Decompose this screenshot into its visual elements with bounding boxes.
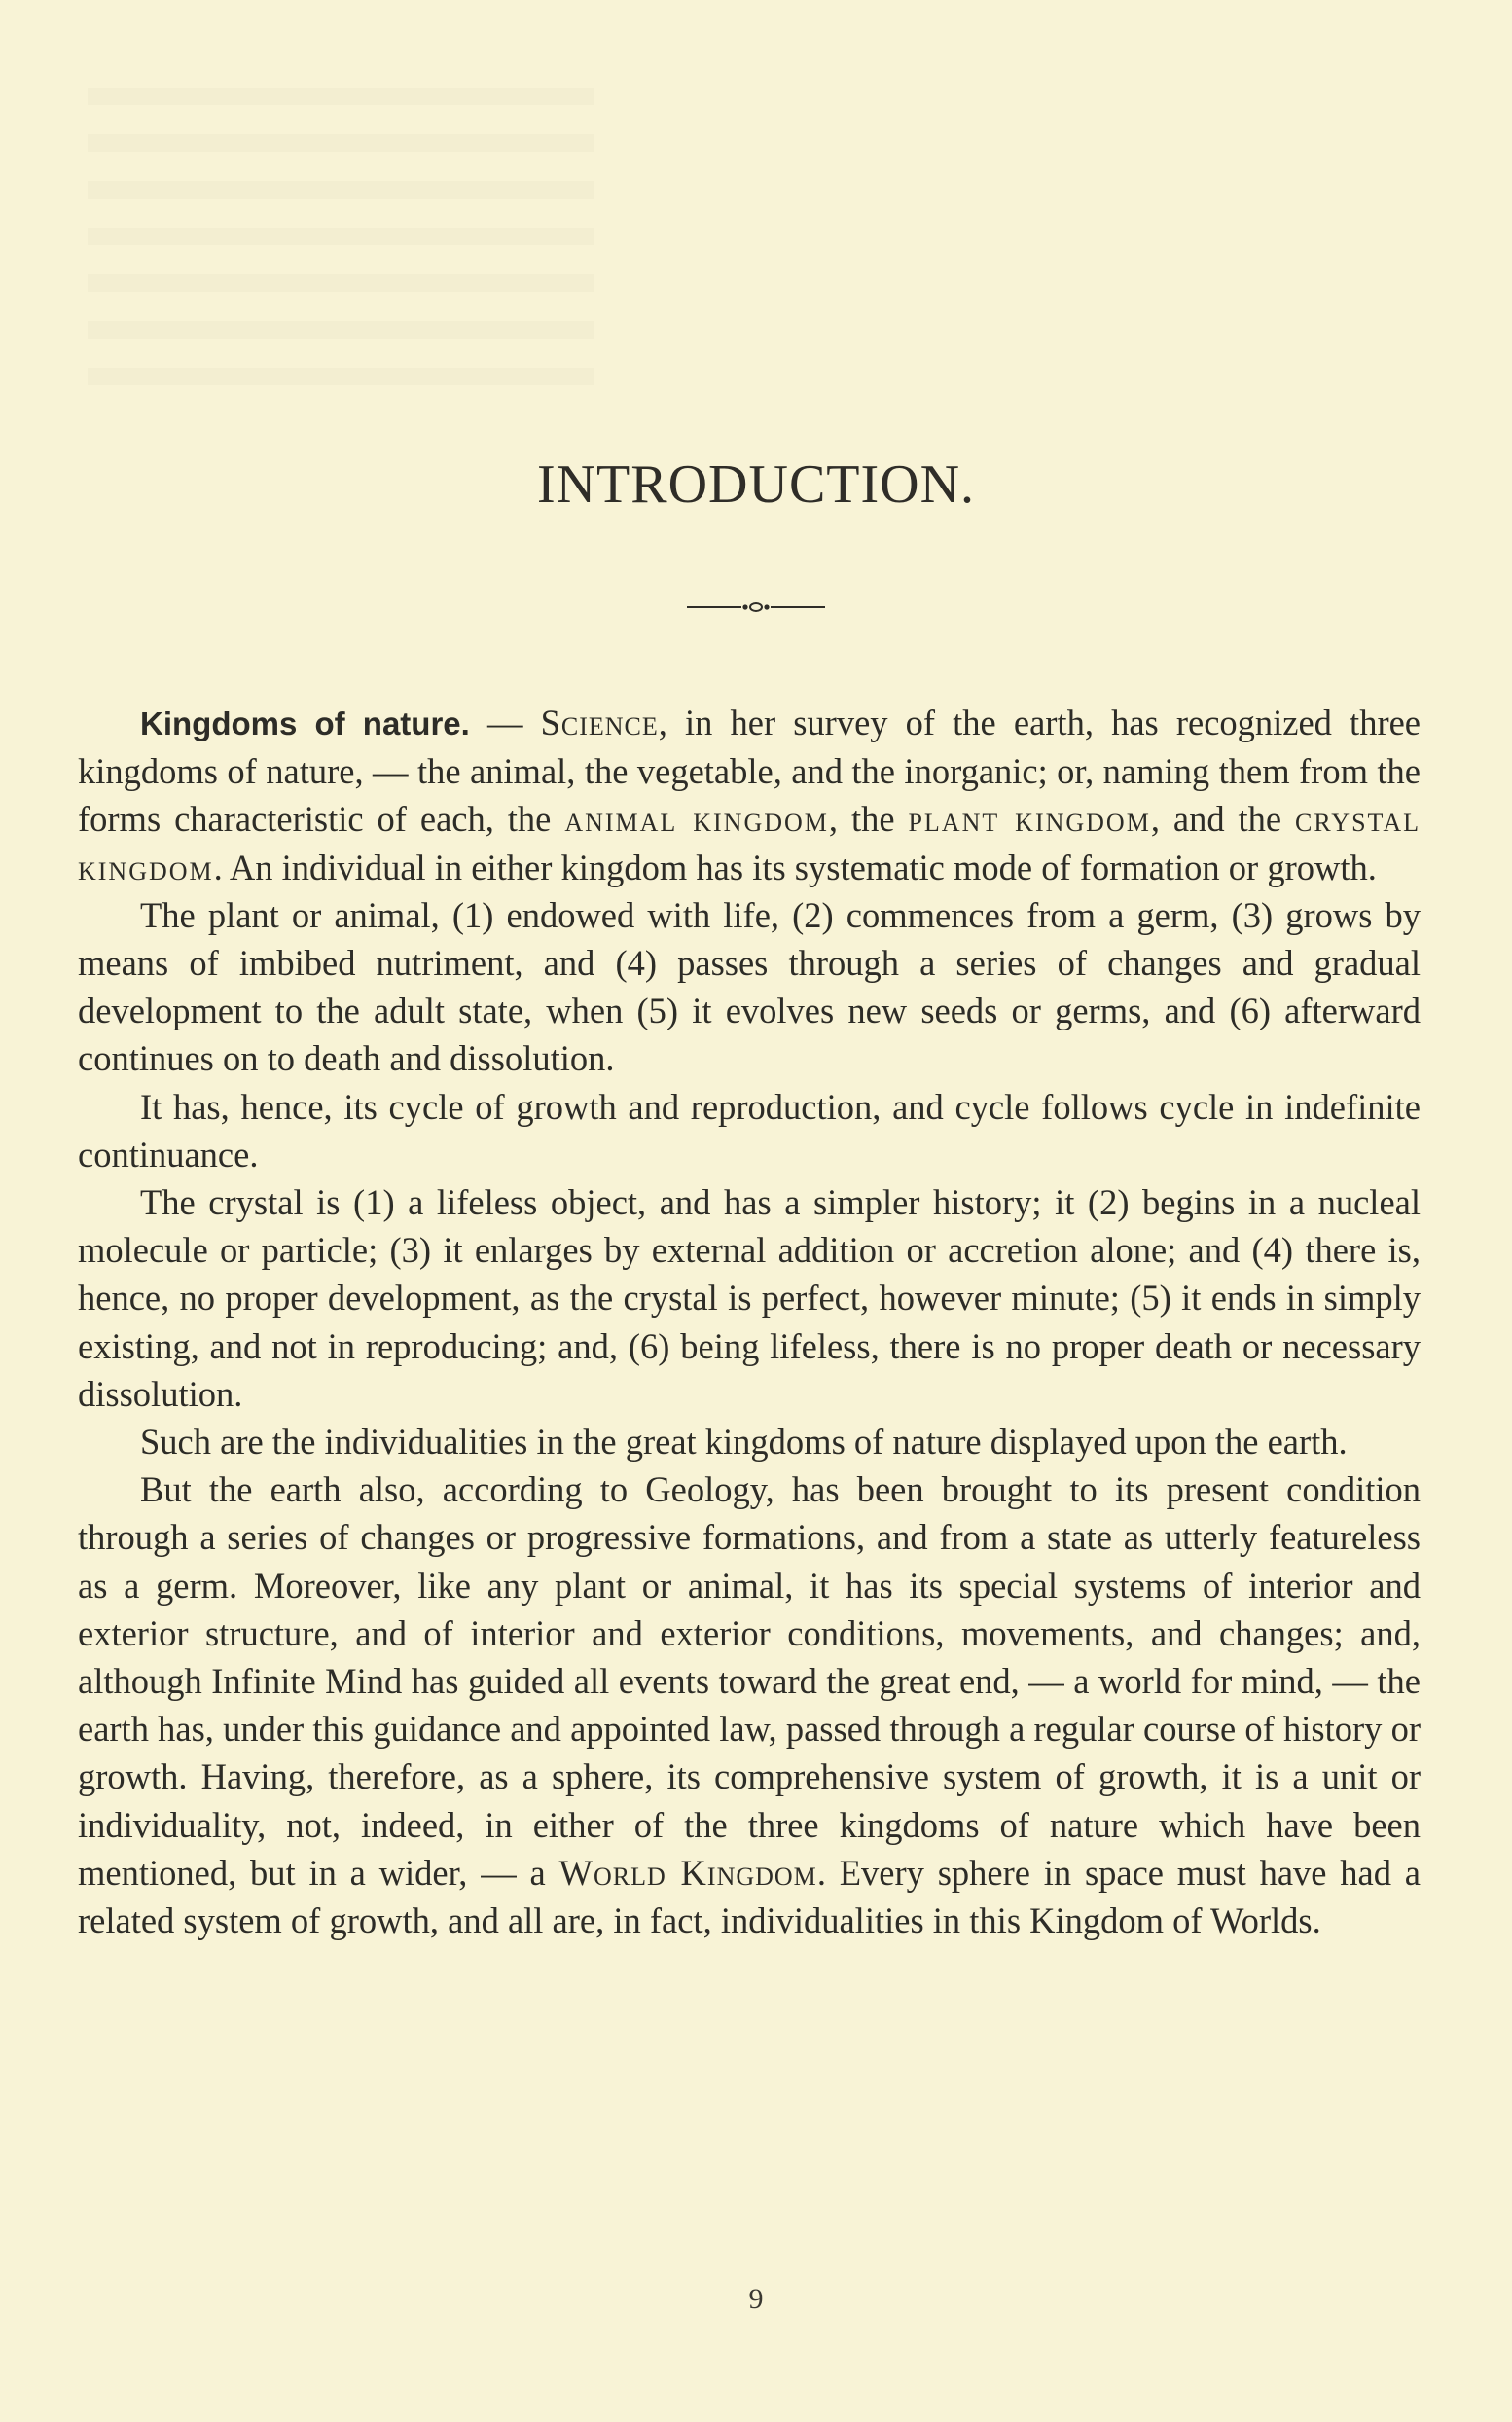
page-number: 9 (748, 2283, 764, 2315)
side-heading: Kingdoms of nature. (140, 705, 470, 741)
term-science: Science (540, 703, 659, 742)
title-ornament-rule (687, 596, 825, 619)
term-world-kingdom: World Kingdom (558, 1852, 817, 1893)
paragraph-cycle-of-growth: It has, hence, its cycle of growth and reproduction, and cycle follows cycle in indefinite continuance. (78, 1086, 1421, 1175)
paragraph-individualities: Such are the individualities in the great kingdoms of nature displayed upon the earth. (140, 1422, 1348, 1463)
body-text (78, 699, 1421, 1944)
chapter-title: INTRODUCTION. (536, 454, 976, 515)
paragraph-crystal: The crystal is (1) a lifeless object, and has a simpler history; it (2) begins in a nucleal molecule or particle; (3) it enlarges by external addition or accretion alone; and (4) there is, hence, no proper development, as the crystal is perfect, however minute; (5) it ends in simply existing, and not in reproducing; and, (6) being lifeless, there is no proper death or necessary dissolution. (78, 1182, 1421, 1414)
term-animal-kingdom: animal kingdom (564, 799, 829, 840)
bleed-through-shadow (88, 88, 594, 409)
paragraph-kingdoms-of-nature: Kingdoms of nature. — Science, in her survey of the earth, has recognized three kingdoms of nature, — the animal, the vegetable, and the inorganic; or, naming them from the forms characteristic of each, the animal kingdom, the plant kingdom, and the crystal kingdom. An individual in either kingdom has its systematic mode of formation or growth. (78, 703, 1421, 887)
term-plant-kingdom: plant kingdom (908, 799, 1151, 840)
term-crystal-kingdom: crystal kingdom (78, 799, 1421, 887)
paragraph-plant-or-animal: The plant or animal, (1) endowed with life, (2) commences from a germ, (3) grows by means of imbibed nutriment, and (4) passes through a series of changes and gradual development to the adult state, when (5) it evolves new seeds or germs, and (6) afterward continues on to death and dissolution. (78, 894, 1421, 1079)
paragraph-earth-geology: But the earth also, according to Geology, has been brought to its present condition through a series of changes or progressive formations, and from a state as utterly featureless as a germ. Moreover, like any plant or animal, it has its special systems of interior and exterior structure, and of interior and exterior conditions, movements, and changes; and, although Infinite Mind has guided all events toward the great end, — a world for mind, — the earth has, under this guidance and appointed law, passed through a regular course of history or growth. Having, therefore, as a sphere, its comprehensive system of growth, it is a unit or individuality, not, indeed, in either of the three kingdoms of nature which have been mentioned, but in a wider, — a World Kingdom. Every sphere in space must have had a related system of growth, and all are, in fact, individualities in this Kingdom of Worlds. (78, 1469, 1422, 1941)
